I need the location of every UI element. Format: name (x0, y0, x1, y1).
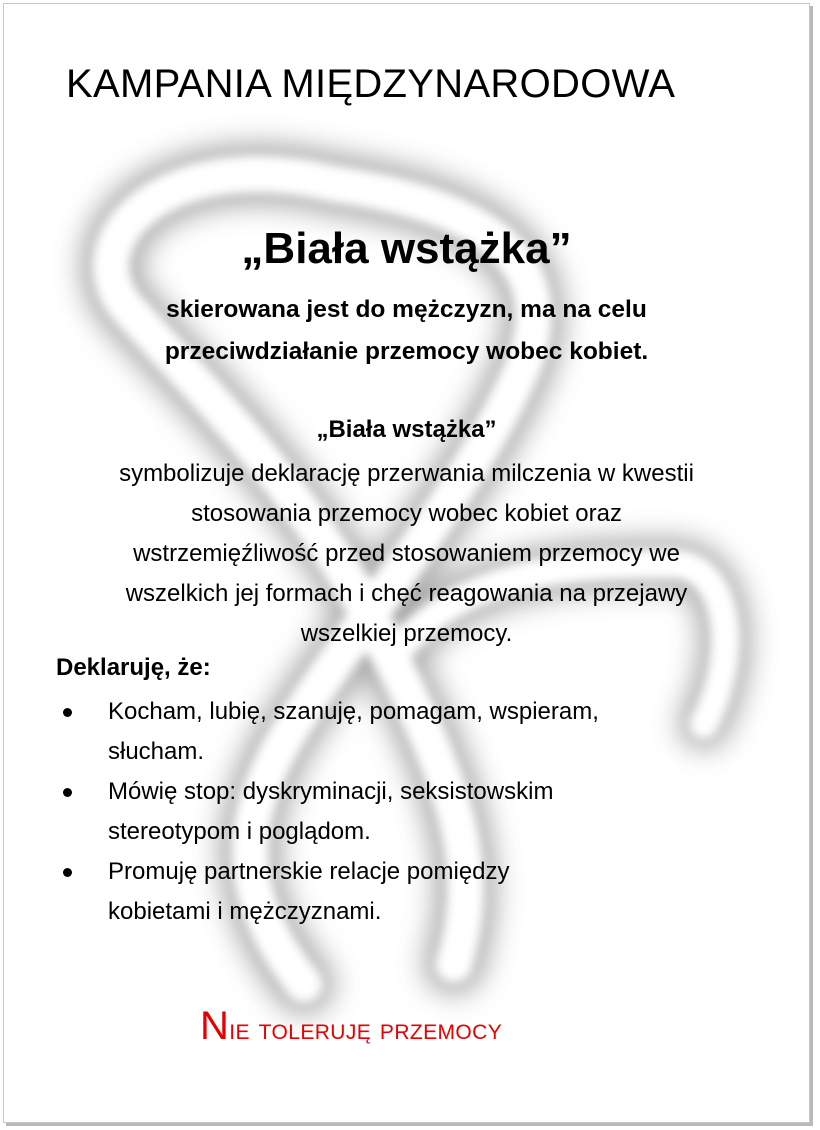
subline-line-2: przeciwdziałanie przemocy wobec kobiet. (164, 338, 649, 365)
description-line: wstrzemięźliwość przed stosowaniem przemocy we (133, 540, 680, 567)
subline (4, 289, 809, 373)
description-line: wszelkiej przemocy. (300, 620, 513, 647)
subline-line-1: skierowana jest do mężczyzn, ma na celu (166, 296, 647, 323)
description-line: stosowania przemocy wobec kobiet oraz (191, 500, 622, 527)
description-line: symbolizuje deklarację przerwania milczenia w kwestii (119, 460, 694, 487)
list-item-line: Mówię stop: dyskryminacji, seksistowskim (108, 778, 554, 805)
list-item-line: kobietami i mężczyznami. (108, 898, 382, 925)
slogan-first-letter: N (200, 1004, 230, 1048)
bullet-icon (63, 868, 72, 877)
declaration-title: Deklaruję, że: (56, 654, 211, 681)
description-line: wszelkich jej formach i chęć reagowania na przejawy (125, 580, 688, 607)
poster-page (3, 3, 810, 1123)
slogan-rest: ie toleruję przemocy (229, 1013, 503, 1046)
list-item-line: słucham. (108, 738, 205, 765)
list-item-line: stereotypom i poglądom. (108, 818, 371, 845)
bullet-icon (63, 788, 72, 797)
description (34, 454, 779, 654)
list-item (56, 772, 756, 852)
list-item (56, 692, 756, 772)
poster-content (4, 4, 809, 1122)
subheading: „Biała wstążka” (316, 416, 497, 443)
list-item (56, 852, 756, 932)
slogan (200, 1004, 502, 1049)
bullet-icon (63, 708, 72, 717)
declaration-list (56, 692, 756, 932)
campaign-title: KAMPANIA MIĘDZYNARODOWA (66, 62, 676, 106)
list-item-line: Promuję partnerskie relacje pomiędzy (108, 858, 510, 885)
headline: „Biała wstążka” (241, 224, 572, 273)
list-item-line: Kocham, lubię, szanuję, pomagam, wspieram, (108, 698, 599, 725)
